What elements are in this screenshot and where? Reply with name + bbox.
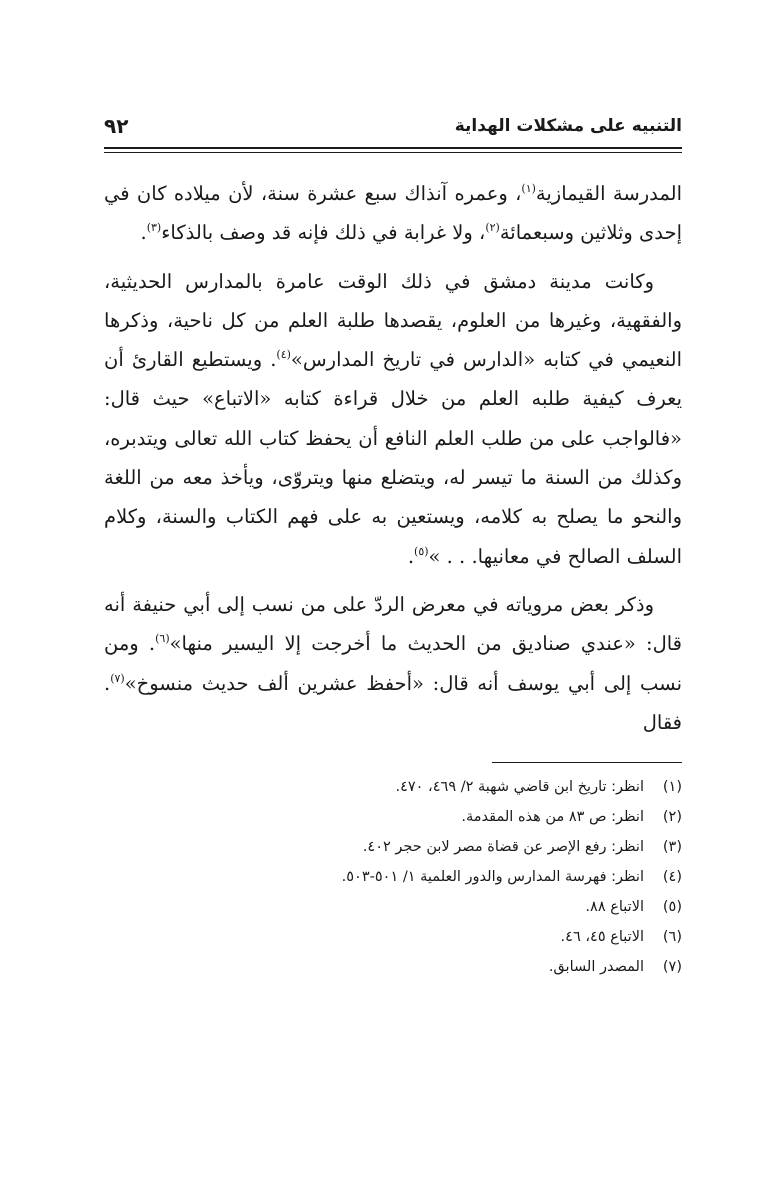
footnote-number: (١) — [662, 779, 682, 795]
footnote-number: (٥) — [662, 899, 682, 915]
text-run: . ومن نسب إلى أبي يوسف أنه قال: «أحفظ عشرين ألف حديث منسوخ» — [104, 632, 682, 695]
page-number: ٩٢ — [104, 114, 129, 138]
text-run: ، وعمره آنذاك سبع عشرة سنة، لأن ميلاده كان في إحدى وثلاثين وسبعمائة — [104, 182, 682, 245]
main-text — [104, 174, 682, 742]
footnote-item — [104, 892, 682, 922]
text-run: . — [407, 544, 415, 568]
footnote-ref: (٧) — [110, 671, 125, 685]
paragraph-2 — [104, 262, 682, 576]
footnote-ref: (٤) — [276, 348, 291, 362]
paragraph-3 — [104, 585, 682, 742]
footnote-text: انظر: تاريخ ابن قاضي شهبة ٢/ ٤٦٩، ٤٧٠. — [395, 779, 644, 795]
running-title: التنبيه على مشكلات الهداية — [454, 116, 682, 136]
footnote-text: الاتباع ٨٨. — [585, 899, 644, 915]
footnote-number: (٢) — [662, 809, 682, 825]
footnote-item — [104, 832, 682, 862]
footnote-number: (٧) — [662, 959, 682, 975]
footnote-text: الاتباع ٤٥، ٤٦. — [560, 929, 644, 945]
footnote-ref: (١) — [521, 182, 536, 195]
footnote-text: انظر: ص ٨٣ من هذه المقدمة. — [461, 809, 644, 825]
footnote-item — [104, 922, 682, 952]
text-run: . ويستطيع القارئ أن يعرف كيفية طلبه العلم من خلال قراءة كتابه «الاتباع» حيث قال: «فالواجب على من طلب العلم النافع أن يحفظ كتاب الله تعالى ويتدبره، وكذلك من السنة ما تيسر له، ويتضلع منها ويتروّى، ويأخذ معه من اللغة والنحو ما يصلح به كلامه، ويستعين به على فهم الكتاب والسنة، وكلام السلف الصالح في معانيها. . . » — [104, 348, 682, 568]
text-run: وذكر بعض مروياته في معرض الردّ على من نسب إلى أبي حنيفة أنه قال: «عندي صناديق من الحديث ما أخرجت إلا اليسير منها» — [104, 592, 682, 656]
header-rule-thick — [104, 147, 682, 149]
footnote-number: (٦) — [662, 929, 682, 945]
footnote-item — [104, 952, 682, 982]
footnote-text: انظر: رفع الإصر عن قضاة مصر لابن حجر ٤٠٢. — [362, 839, 644, 855]
footnote-ref: (٥) — [414, 544, 429, 558]
running-header — [104, 112, 682, 144]
footnote-ref: (٢) — [485, 221, 500, 235]
footnote-item — [104, 772, 682, 802]
text-run: ، ولا غرابة في ذلك فإنه قد وصف بالذكاء — [161, 221, 486, 245]
paragraph-1 — [104, 174, 682, 253]
footnote-ref: (٣) — [146, 221, 162, 235]
footnote-number: (٤) — [662, 869, 682, 885]
footnote-item — [104, 802, 682, 832]
footnote-text: انظر: فهرسة المدارس والدور العلمية ١/ ٥٠١-٥٠٣. — [341, 869, 644, 885]
footnote-separator — [492, 762, 682, 763]
footnote-number: (٣) — [662, 839, 682, 855]
footnote-text: المصدر السابق. — [548, 959, 644, 975]
footnotes — [104, 772, 682, 982]
text-run: وكانت مدينة دمشق في ذلك الوقت عامرة بالمدارس الحديثية، والفقهية، وغيرها من العلوم، يقصدها طلبة العلم من كل ناحية، وذكرها النعيمي في كتابه «الدارس في تاريخ المدارس» — [104, 269, 682, 372]
text-run: . — [140, 221, 147, 245]
footnote-item — [104, 862, 682, 892]
text-run: المدرسة القيمازية — [535, 182, 682, 205]
text-run: . فقال — [104, 671, 682, 734]
header-rule-thin — [104, 152, 682, 153]
footnote-ref: (٦) — [155, 632, 170, 646]
